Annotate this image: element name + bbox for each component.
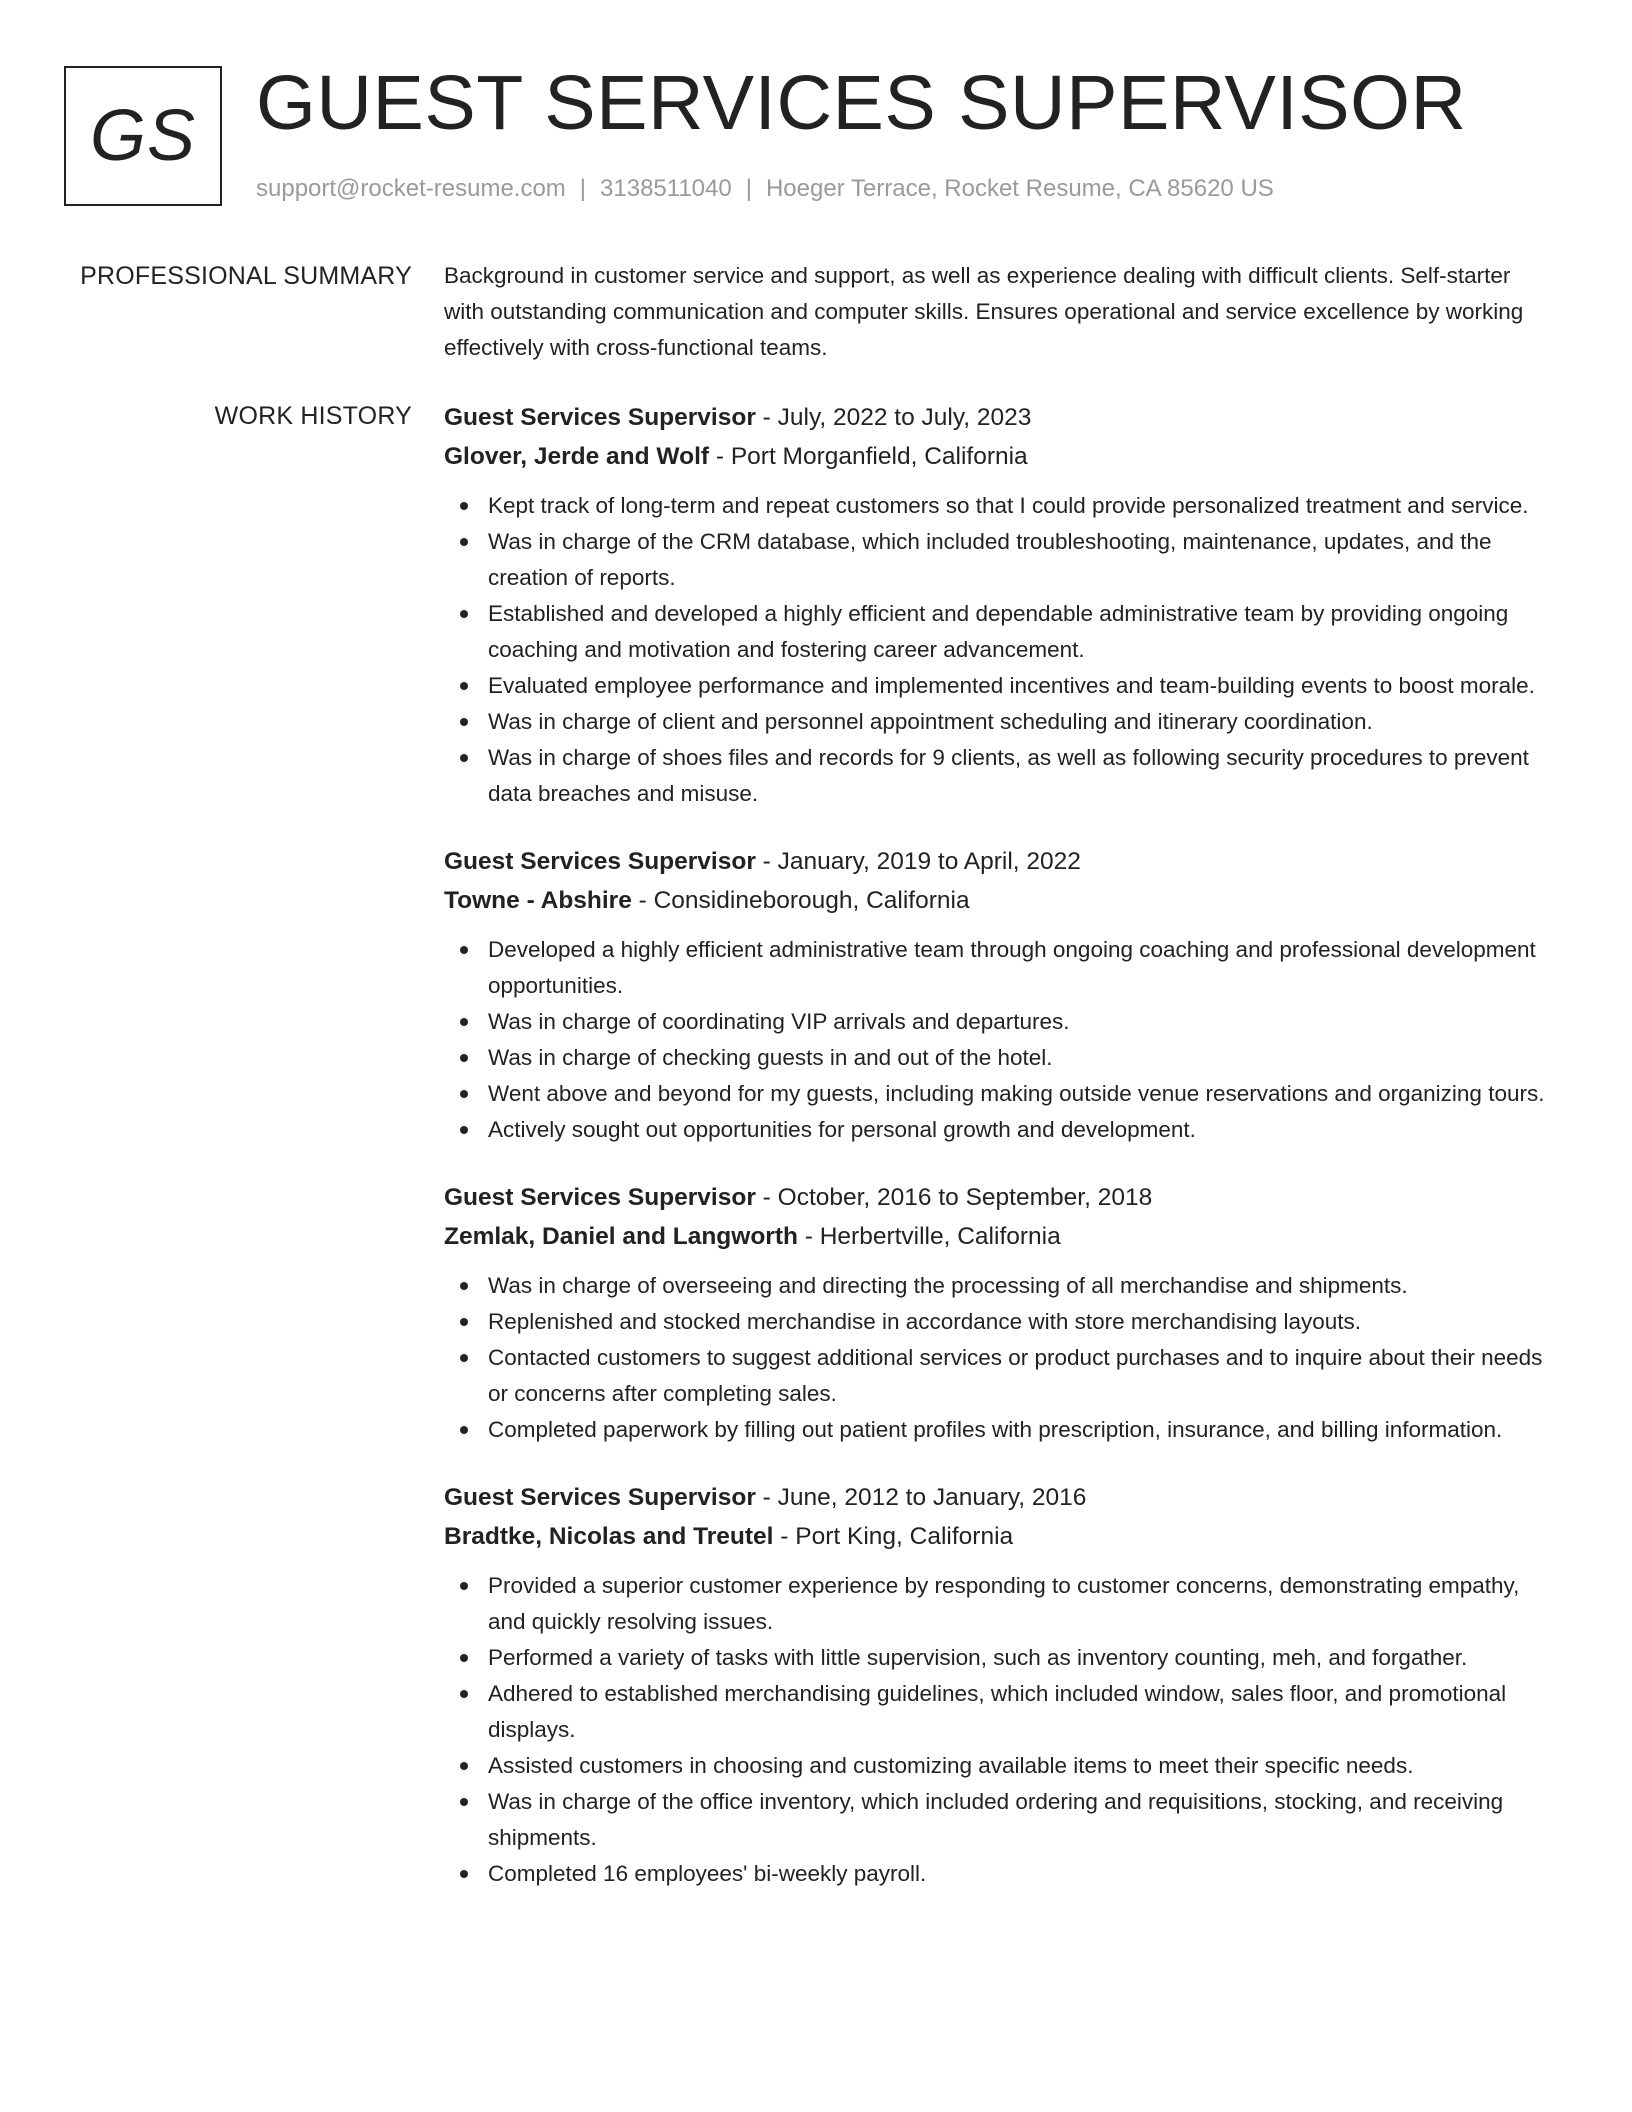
list-item [444, 1304, 1552, 1340]
bullet-text: Was in charge of the CRM database, which included troubleshooting, maintenance, updates, and the creation of reports. [488, 529, 1492, 590]
job-title: Guest Services Supervisor [444, 1184, 756, 1211]
job-company: Towne - Abshire [444, 887, 632, 914]
contact-address: Hoeger Terrace, Rocket Resume, CA 85620 US [765, 175, 1274, 202]
list-item [444, 1268, 1552, 1304]
job-title-line [444, 842, 1552, 881]
bullet-text: Assisted customers in choosing and customizing available items to meet their specific needs. [488, 1753, 1414, 1778]
bullet-dot-icon [460, 754, 468, 762]
job-title-line [444, 1178, 1552, 1217]
job-location: - Considineborough, California [631, 887, 970, 914]
bullet-dot-icon [460, 1654, 468, 1662]
list-item [444, 1112, 1552, 1148]
list-item [444, 932, 1552, 1004]
job-dates: - June, 2012 to January, 2016 [755, 1484, 1087, 1511]
bullet-text: Provided a superior customer experience by responding to customer concerns, demonstrating empathy, and quickly resolving issues. [488, 1573, 1520, 1634]
list-item [444, 1568, 1552, 1640]
bullet-text: Established and developed a highly efficient and dependable administrative team by providing ongoing coaching and motivation and fostering career advancement. [488, 601, 1509, 662]
list-item [444, 668, 1552, 704]
bullet-text: Contacted customers to suggest additional services or product purchases and to inquire about their needs or concerns after completing sales. [488, 1345, 1543, 1406]
monogram-badge: GS [64, 66, 222, 206]
bullet-dot-icon [460, 1018, 468, 1026]
list-item [444, 704, 1552, 740]
bullet-dot-icon [460, 1126, 468, 1134]
job-bullet-list [444, 932, 1552, 1148]
bullet-text: Was in charge of overseeing and directing the processing of all merchandise and shipments. [488, 1273, 1408, 1298]
bullet-text: Developed a highly efficient administrative team through ongoing coaching and professional development opportunities. [488, 937, 1536, 998]
job-company: Glover, Jerde and Wolf [444, 443, 710, 470]
job-dates: - January, 2019 to April, 2022 [755, 848, 1081, 875]
summary-body [444, 258, 1552, 366]
list-item [444, 1076, 1552, 1112]
job-company: Bradtke, Nicolas and Treutel [444, 1523, 774, 1550]
summary-section-label: PROFESSIONAL SUMMARY [80, 262, 412, 290]
bullet-text: Was in charge of shoes files and records for 9 clients, as well as following security procedures to prevent data breaches and misuse. [488, 745, 1529, 806]
list-item [444, 1340, 1552, 1412]
bullet-text: Replenished and stocked merchandise in accordance with store merchandising layouts. [488, 1309, 1361, 1334]
work-history-section-label: WORK HISTORY [214, 402, 412, 430]
list-item [444, 1748, 1552, 1784]
list-item [444, 1856, 1552, 1892]
bullet-text: Kept track of long-term and repeat customers so that I could provide personalized treatment and service. [488, 493, 1529, 518]
bullet-dot-icon [460, 946, 468, 954]
job-bullet-list [444, 1268, 1552, 1448]
bullet-dot-icon [460, 538, 468, 546]
contact-line [256, 172, 1274, 206]
bullet-text: Evaluated employee performance and implemented incentives and team-building events to boost morale. [488, 673, 1535, 698]
list-item [444, 1412, 1552, 1448]
list-item [444, 524, 1552, 596]
job-dates: - October, 2016 to September, 2018 [755, 1184, 1153, 1211]
resume-title: GUEST SERVICES SUPERVISOR [256, 60, 1467, 146]
bullet-text: Completed paperwork by filling out patient profiles with prescription, insurance, and billing information. [488, 1417, 1503, 1442]
bullet-text: Completed 16 employees' bi-weekly payroll. [488, 1861, 927, 1886]
bullet-dot-icon [460, 718, 468, 726]
job-company-line [444, 437, 1552, 476]
bullet-dot-icon [460, 1354, 468, 1362]
bullet-dot-icon [460, 502, 468, 510]
list-item [444, 740, 1552, 812]
bullet-dot-icon [460, 1870, 468, 1878]
list-item [444, 1676, 1552, 1748]
job-location: - Herbertville, California [797, 1223, 1061, 1250]
summary-text: Background in customer service and support, as well as experience dealing with difficult clients. Self-starter with outstanding communication and computer skills. Ensures operational and service excellence by working effectively with cross-functional teams. [444, 263, 1524, 360]
list-item [444, 488, 1552, 524]
job-company-line [444, 1517, 1552, 1556]
list-item [444, 1004, 1552, 1040]
job-entry [444, 398, 1552, 812]
job-location: - Port King, California [773, 1523, 1014, 1550]
bullet-dot-icon [460, 1282, 468, 1290]
job-bullet-list [444, 1568, 1552, 1892]
job-dates: - July, 2022 to July, 2023 [755, 404, 1032, 431]
bullet-dot-icon [460, 682, 468, 690]
bullet-text: Was in charge of checking guests in and out of the hotel. [488, 1045, 1053, 1070]
job-title: Guest Services Supervisor [444, 848, 756, 875]
job-entry [444, 842, 1552, 1148]
job-bullet-list [444, 488, 1552, 812]
bullet-text: Was in charge of the office inventory, which included ordering and requisitions, stocking, and receiving shipments. [488, 1789, 1504, 1850]
bullet-dot-icon [460, 1798, 468, 1806]
bullet-text: Was in charge of client and personnel appointment scheduling and itinerary coordination. [488, 709, 1373, 734]
list-item [444, 1040, 1552, 1076]
bullet-text: Actively sought out opportunities for personal growth and development. [488, 1117, 1196, 1142]
job-entry [444, 1478, 1552, 1892]
contact-separator: | [745, 175, 752, 202]
bullet-dot-icon [460, 610, 468, 618]
bullet-dot-icon [460, 1582, 468, 1590]
list-item [444, 1784, 1552, 1856]
list-item [444, 596, 1552, 668]
bullet-dot-icon [460, 1690, 468, 1698]
job-title: Guest Services Supervisor [444, 404, 756, 431]
list-item [444, 1640, 1552, 1676]
contact-email: support@rocket-resume.com [256, 175, 566, 202]
job-company-line [444, 1217, 1552, 1256]
job-location: - Port Morganfield, California [709, 443, 1028, 470]
contact-separator: | [579, 175, 587, 202]
job-title: Guest Services Supervisor [444, 1484, 756, 1511]
job-company-line [444, 881, 1552, 920]
bullet-dot-icon [460, 1090, 468, 1098]
bullet-dot-icon [460, 1318, 468, 1326]
contact-phone: 3138511040 [600, 175, 732, 202]
bullet-dot-icon [460, 1762, 468, 1770]
bullet-dot-icon [460, 1426, 468, 1434]
job-title-line [444, 398, 1552, 437]
job-entry [444, 1178, 1552, 1448]
bullet-text: Performed a variety of tasks with little supervision, such as inventory counting, meh, and forgather. [488, 1645, 1468, 1670]
bullet-text: Was in charge of coordinating VIP arrivals and departures. [488, 1009, 1070, 1034]
work-history-body [444, 398, 1552, 1922]
bullet-text: Adhered to established merchandising guidelines, which included window, sales floor, and promotional displays. [488, 1681, 1507, 1742]
job-title-line [444, 1478, 1552, 1517]
job-company: Zemlak, Daniel and Langworth [444, 1223, 798, 1250]
bullet-text: Went above and beyond for my guests, including making outside venue reservations and organizing tours. [488, 1081, 1545, 1106]
bullet-dot-icon [460, 1054, 468, 1062]
